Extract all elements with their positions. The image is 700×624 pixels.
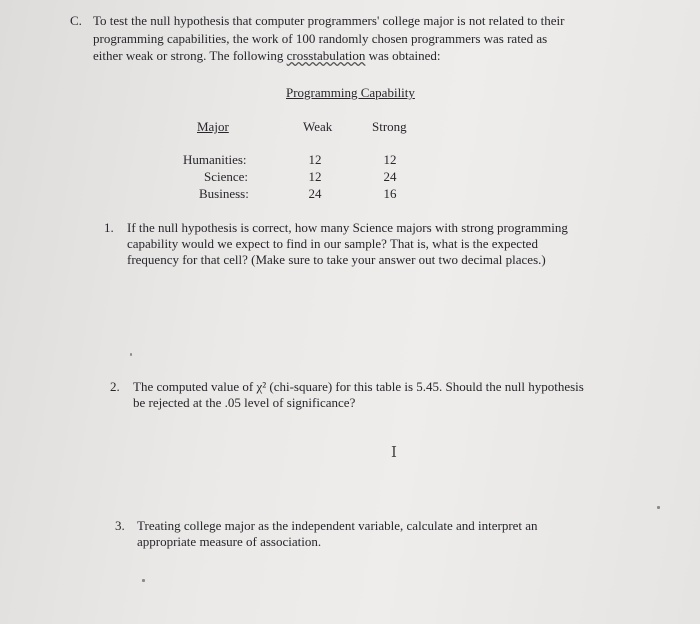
major-header: Major <box>197 119 229 134</box>
cell-business-weak: 24 <box>308 186 322 201</box>
stray-mark <box>130 353 132 356</box>
question-3-number: 3. <box>115 518 125 533</box>
question-3-line-2: appropriate measure of association. <box>137 534 322 549</box>
intro-line-2: programming capabilities, the work of 100 randomly chosen programmers was rated as <box>93 31 548 46</box>
intro-line-1: To test the null hypothesis that computer programmers' college major is not related to their <box>93 13 565 28</box>
cell-science-strong: 24 <box>383 169 397 184</box>
cell-humanities-weak: 12 <box>308 152 322 167</box>
question-2-number: 2. <box>110 379 120 394</box>
stray-mark <box>142 579 145 582</box>
intro-line-3-start: either weak or strong. The following <box>93 48 287 63</box>
question-2-line-1: The computed value of χ² (chi-square) for this table is 5.45. Should the null hypothesis <box>133 379 584 394</box>
question-1-number: 1. <box>104 220 114 235</box>
cell-humanities-strong: 12 <box>383 152 397 167</box>
section-letter: C. <box>70 13 82 28</box>
stray-mark <box>657 506 660 509</box>
row-label-business: Business: <box>199 186 249 201</box>
intro-line-3-end: was obtained: <box>365 48 441 63</box>
intro-line-3 <box>93 47 440 64</box>
row-label-science: Science: <box>204 169 249 184</box>
crosstabulation-word: crosstabulation <box>286 48 366 63</box>
row-label-humanities: Humanities: <box>183 152 247 167</box>
question-2-line-2: be rejected at the .05 level of significance? <box>133 395 356 410</box>
table-caption: Programming Capability <box>286 85 415 100</box>
question-1-line-2: capability would we expect to find in our sample? That is, what is the expected <box>127 236 538 251</box>
question-1-line-3: frequency for that cell? (Make sure to take your answer out two decimal places.) <box>127 252 546 267</box>
cell-science-weak: 12 <box>308 169 322 184</box>
weak-header: Weak <box>303 119 333 134</box>
strong-header: Strong <box>372 119 407 134</box>
text-cursor-icon: I <box>391 443 397 461</box>
question-3-line-1: Treating college major as the independent variable, calculate and interpret an <box>137 518 538 533</box>
question-1-line-1: If the null hypothesis is correct, how many Science majors with strong programming <box>127 220 568 235</box>
cell-business-strong: 16 <box>383 186 397 201</box>
